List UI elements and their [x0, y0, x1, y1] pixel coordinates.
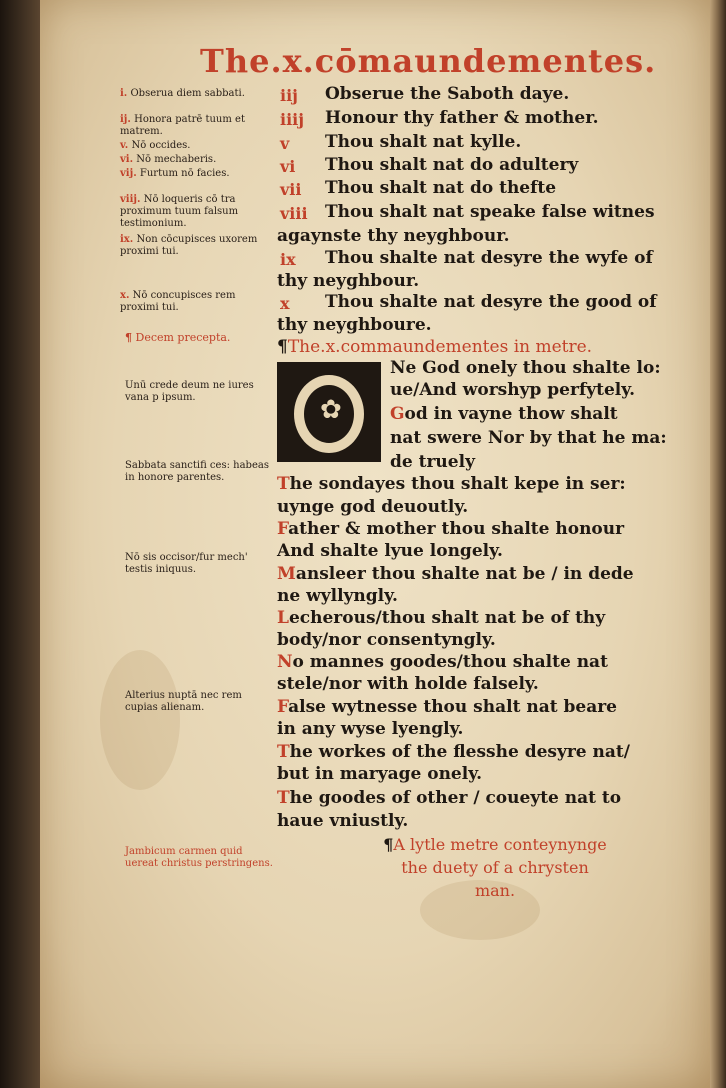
verse-line: And shalte lyue longely.	[277, 541, 503, 561]
book-gutter	[0, 0, 40, 1088]
margin-note: Unū crede deum ne iures vana p ipsum.	[125, 380, 254, 403]
margin-note: vij. Furtum nō facies.	[120, 168, 230, 179]
verse-line: but in maryage onely.	[277, 764, 483, 784]
margin-note: i. Obserua diem sabbati.	[120, 88, 245, 99]
roman-numeral: v	[280, 134, 290, 153]
margin-note: x. Nō concupisces rem proximi tui.	[120, 290, 236, 313]
decorated-initial	[277, 362, 381, 462]
verse-line: ne wyllyngly.	[277, 586, 398, 606]
margin-note: Alterius nuptā nec rem cupias alienam.	[125, 690, 242, 713]
roman-numeral: viii	[280, 204, 308, 223]
verse-line: nat swere Nor by that he ma:	[390, 428, 667, 448]
footer-heading-line: the duety of a chrysten	[401, 858, 589, 877]
margin-note-heading: ¶ Decem precepta.	[125, 331, 231, 344]
verse-line: uynge god deuoutly.	[277, 497, 469, 517]
commandment-line: Obserue the Saboth daye.	[325, 84, 570, 104]
margin-note: ij. Honora patrē tuum et matrem.	[120, 114, 245, 137]
verse-line: Ne God onely thou shalte lo:	[390, 358, 661, 378]
meter-heading: ¶The.x.commaundementes in metre.	[277, 337, 593, 357]
verse-line: Father & mother thou shalte honour	[277, 519, 625, 539]
commandment-line: Thou shalte nat desyre the good of	[325, 292, 657, 312]
margin-note: ix. Non cōcupisces uxorem proximi tui.	[120, 234, 258, 257]
commandment-line: Thou shalt nat kylle.	[325, 132, 522, 152]
roman-numeral: x	[280, 294, 290, 313]
commandment-line: Thou shalte nat desyre the wyfe of	[325, 248, 653, 268]
margin-note: Nō sis occisor/fur mech' testis iniquus.	[125, 552, 248, 575]
commandment-line: thy neyghbour.	[277, 271, 420, 291]
commandment-line: Thou shalt nat do thefte	[325, 178, 557, 198]
verse-line: stele/nor with holde falsely.	[277, 674, 539, 694]
commandment-line: Thou shalt nat do adultery	[325, 155, 579, 175]
verse-line: God in vayne thow shalt	[390, 404, 618, 424]
verse-line: body/nor consentyngly.	[277, 630, 496, 650]
verse-line: No mannes goodes/thou shalte nat	[277, 652, 608, 672]
page-title: The.x.cōmaundementes.	[200, 42, 657, 80]
verse-line: ue/And worshyp perfytely.	[390, 380, 636, 400]
commandment-line: Honour thy father & mother.	[325, 108, 599, 128]
footer-heading: ¶A lytle metre conteynynge	[383, 835, 607, 854]
commandment-line: agaynste thy neyghbour.	[277, 226, 510, 246]
paper-stain	[100, 650, 180, 790]
roman-numeral: ix	[280, 250, 296, 269]
roman-numeral: vi	[280, 157, 296, 176]
roman-numeral: iiij	[280, 110, 305, 129]
margin-note: v. Nō occides.	[120, 140, 191, 151]
verse-line: Lecherous/thou shalt nat be of thy	[277, 608, 606, 628]
roman-numeral: iij	[280, 86, 298, 105]
footer-heading-line: man.	[474, 881, 516, 900]
page-edge	[710, 0, 726, 1088]
commandment-line: Thou shalt nat speake false witnes	[325, 202, 655, 222]
margin-note: Sabbata sanctifi ces: habeas in honore parentes.	[125, 460, 269, 483]
margin-note: vi. Nō mechaberis.	[120, 154, 217, 165]
margin-note: viij. Nō loqueris cō tra proximum tuum falsum testimonium.	[120, 194, 239, 229]
flower-icon: ✿	[320, 395, 342, 425]
verse-line: de truely	[390, 452, 475, 472]
verse-line: The goodes of other / coueyte nat to	[277, 788, 622, 808]
verse-line: The workes of the flesshe desyre nat/	[277, 742, 630, 762]
verse-line: Mansleer thou shalte nat be / in dede	[277, 564, 634, 584]
verse-line: False wytnesse thou shalt nat beare	[277, 697, 617, 717]
margin-note: Jambicum carmen quid uereat christus perstringens.	[125, 846, 273, 869]
verse-line: The sondayes thou shalt kepe in ser:	[277, 474, 626, 494]
roman-numeral: vii	[280, 180, 302, 199]
verse-line: haue vniustly.	[277, 811, 409, 831]
verse-line: in any wyse lyengly.	[277, 719, 464, 739]
commandment-line: thy neyghboure.	[277, 315, 432, 335]
